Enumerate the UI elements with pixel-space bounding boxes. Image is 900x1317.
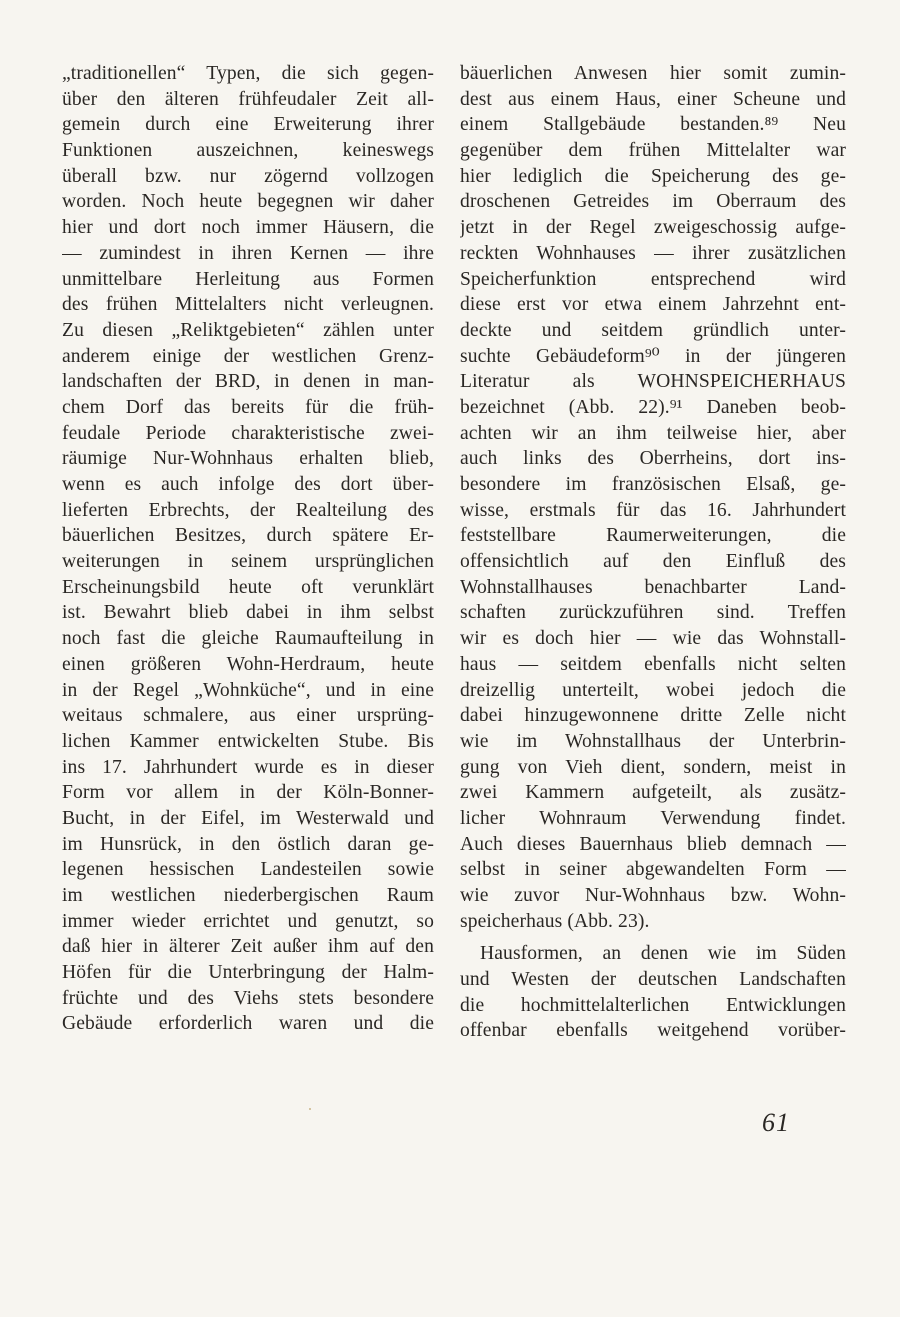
text-line: worden. Noch heute begegnen wir daher bbox=[62, 191, 434, 213]
text-line: ist. Bewahrt blieb dabei in ihm selbst bbox=[62, 602, 434, 624]
text-line: bäuerlichen Anwesen hier somit zumin- bbox=[460, 63, 846, 84]
text-line: im Hunsrück, in den östlich daran ge- bbox=[62, 833, 434, 855]
text-line: dabei hinzugewonnene dritte Zelle nicht bbox=[460, 705, 846, 727]
text-line: offensichtlich auf den Einfluß des bbox=[460, 551, 846, 573]
text-line: feststellbare Raumerweiterungen, die bbox=[460, 525, 846, 547]
text-line: noch fast die gleiche Raumaufteilung in bbox=[62, 628, 434, 650]
text-line: Auch dieses Bauernhaus blieb demnach — bbox=[460, 833, 846, 855]
left-text-column bbox=[62, 61, 434, 1037]
text-line: Höfen für die Unterbringung der Halm- bbox=[62, 962, 434, 984]
text-line: schaften zurückzuführen sind. Treffen bbox=[460, 602, 846, 624]
text-line: selbst in seiner abgewandelten Form — bbox=[460, 859, 846, 881]
text-line: Speicherfunktion entsprechend wird bbox=[460, 268, 846, 290]
text-line: feudale Periode charakteristische zwei- bbox=[62, 422, 434, 444]
text-line: Wohnstallhauses benachbarter Land- bbox=[460, 576, 846, 598]
text-line: offenbar ebenfalls weitgehend vorüber- bbox=[460, 1020, 846, 1042]
text-line: des frühen Mittelalters nicht verleugnen. bbox=[62, 294, 434, 316]
text-line: die hochmittelalterlichen Entwicklungen bbox=[460, 994, 846, 1016]
text-line: Hausformen, an denen wie im Süden bbox=[480, 943, 846, 965]
text-line: besondere im französischen Elsaß, ge- bbox=[460, 474, 846, 495]
text-line: haus — seitdem ebenfalls nicht selten bbox=[460, 653, 846, 675]
text-line: über den älteren frühfeudaler Zeit all- bbox=[62, 88, 434, 110]
text-line: dreizellig unterteilt, wobei jedoch die bbox=[460, 679, 846, 701]
text-line: wie zuvor Nur-Wohnhaus bzw. Wohn- bbox=[460, 885, 846, 906]
text-line: einem Stallgebäude bestanden.⁸⁹ Neu bbox=[460, 114, 846, 136]
text-line: auch links des Oberrheins, dort ins- bbox=[460, 448, 846, 470]
text-line: zwei Kammern aufgeteilt, als zusätz- bbox=[460, 782, 846, 804]
text-line: früchte und des Viehs stets besondere bbox=[62, 987, 434, 1009]
text-line: unmittelbare Herleitung aus Formen bbox=[62, 268, 434, 290]
paragraph bbox=[460, 61, 846, 934]
paper-speck bbox=[309, 1108, 311, 1110]
text-line: reckten Wohnhauses — ihrer zusätzlichen bbox=[460, 242, 846, 264]
text-line: deckte und seitdem gründlich unter- bbox=[460, 319, 846, 341]
text-line: hier und dort noch immer Häusern, die bbox=[62, 217, 434, 239]
text-line: — zumindest in ihren Kernen — ihre bbox=[62, 242, 434, 264]
text-line: weiterungen in seinem ursprünglichen bbox=[62, 551, 434, 573]
text-line: und Westen der deutschen Landschaften bbox=[460, 969, 846, 991]
text-line: anderem einige der westlichen Grenz- bbox=[62, 345, 434, 367]
text-line: wisse, erstmals für das 16. Jahrhundert bbox=[460, 499, 846, 521]
text-line: Erscheinungsbild heute oft verunklärt bbox=[62, 576, 434, 598]
text-line: landschaften der BRD, in denen in man- bbox=[62, 371, 434, 393]
text-line: gegenüber dem frühen Mittelalter war bbox=[460, 140, 846, 162]
text-line: dest aus einem Haus, einer Scheune und bbox=[460, 88, 846, 110]
text-line: immer wieder errichtet und genutzt, so bbox=[62, 910, 434, 932]
text-line: einen größeren Wohn-Herdraum, heute bbox=[62, 653, 434, 675]
text-line: Literatur als WOHNSPEICHERHAUS bbox=[460, 371, 846, 393]
text-line: Zu diesen „Reliktgebieten“ zählen unter bbox=[62, 319, 434, 341]
text-line: licher Wohnraum Verwendung findet. bbox=[460, 807, 846, 829]
text-line: daß hier in älterer Zeit außer ihm auf den bbox=[62, 936, 434, 958]
text-line: wir es doch hier — wie das Wohnstall- bbox=[460, 628, 846, 650]
text-line: speicherhaus (Abb. 23). bbox=[460, 910, 650, 932]
text-line: legenen hessischen Landesteilen sowie bbox=[62, 859, 434, 881]
text-line: wenn es auch infolge des dort über- bbox=[62, 474, 434, 495]
text-line: diese erst vor etwa einem Jahrzehnt ent- bbox=[460, 294, 846, 316]
text-line: jetzt in der Regel zweigeschossig aufge- bbox=[460, 217, 846, 239]
text-line: suchte Gebäudeform⁹⁰ in der jüngeren bbox=[460, 345, 846, 367]
text-line: Form vor allem in der Köln-Bonner- bbox=[62, 782, 434, 804]
text-line: hier lediglich die Speicherung des ge- bbox=[460, 165, 846, 187]
text-line: weitaus schmalere, aus einer ursprüng- bbox=[62, 705, 434, 727]
text-line: Funktionen auszeichnen, keineswegs bbox=[62, 140, 434, 162]
text-line: Bucht, in der Eifel, im Westerwald und bbox=[62, 807, 434, 829]
text-line: „traditionellen“ Typen, die sich gegen- bbox=[62, 63, 434, 84]
text-line: gung von Vieh dient, sondern, meist in bbox=[460, 756, 846, 778]
text-line: lieferten Erbrechts, der Realteilung des bbox=[62, 499, 434, 521]
text-line: überall bzw. nur zögernd vollzogen bbox=[62, 165, 434, 187]
text-line: droschenen Getreides im Oberraum des bbox=[460, 191, 846, 213]
text-line: bäuerlichen Besitzes, durch spätere Er- bbox=[62, 525, 434, 547]
text-line: im westlichen niederbergischen Raum bbox=[62, 885, 434, 906]
page-number: 61 bbox=[762, 1108, 790, 1137]
paragraph bbox=[460, 941, 846, 1044]
text-line: bezeichnet (Abb. 22).⁹¹ Daneben beob- bbox=[460, 396, 846, 418]
text-line: gemein durch eine Erweiterung ihrer bbox=[62, 114, 434, 136]
text-line: räumige Nur-Wohnhaus erhalten blieb, bbox=[62, 448, 434, 470]
right-text-column bbox=[460, 61, 846, 1044]
paragraph-gap bbox=[460, 934, 846, 941]
text-line: Gebäude erforderlich waren und die bbox=[62, 1013, 434, 1035]
text-line: achten wir an ihm teilweise hier, aber bbox=[460, 422, 846, 444]
text-line: wie im Wohnstallhaus der Unterbrin- bbox=[460, 730, 846, 752]
text-line: ins 17. Jahrhundert wurde es in dieser bbox=[62, 756, 434, 778]
text-line: lichen Kammer entwickelten Stube. Bis bbox=[62, 730, 434, 752]
text-line: chem Dorf das bereits für die früh- bbox=[62, 396, 434, 418]
text-line: in der Regel „Wohnküche“, und in eine bbox=[62, 679, 434, 701]
